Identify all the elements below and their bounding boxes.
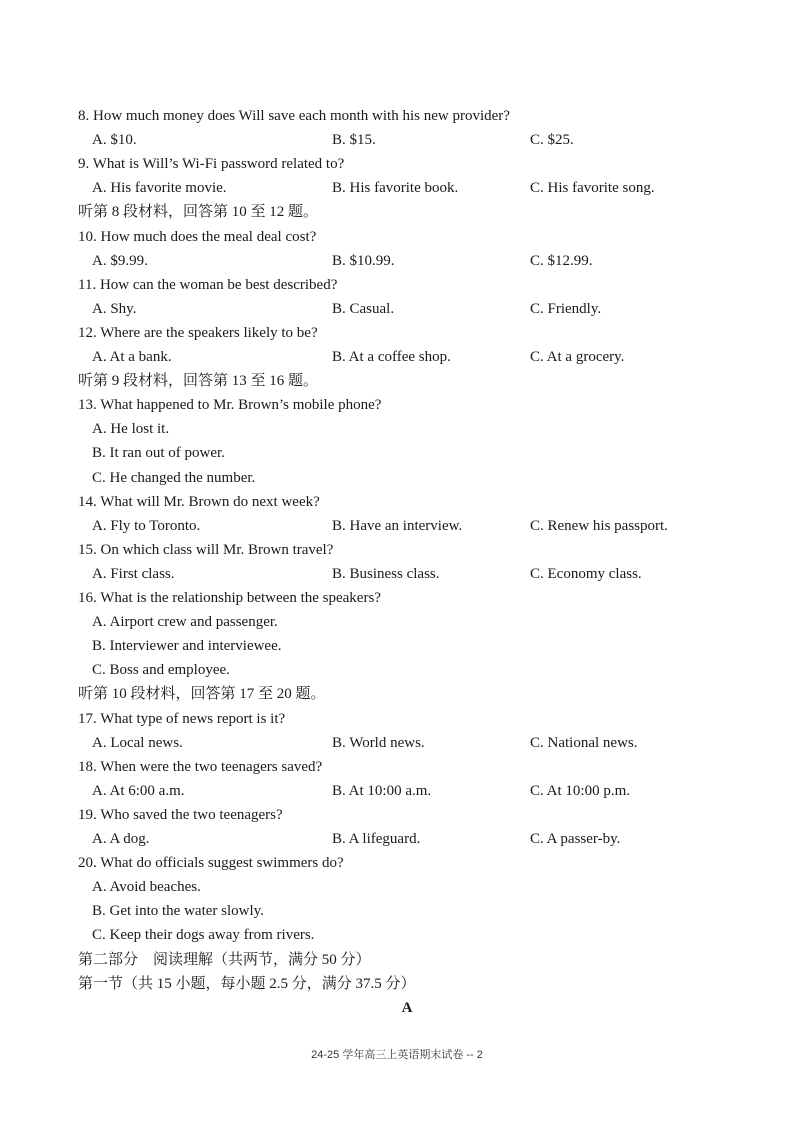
line-7 xyxy=(0,249,794,273)
line-2 xyxy=(0,128,794,152)
option-text: A. Airport crew and passenger. xyxy=(92,614,278,631)
line-12 xyxy=(0,369,794,393)
line-14 xyxy=(0,417,794,441)
question-text: 19. Who saved the two teenagers? xyxy=(78,806,283,823)
line-20 xyxy=(0,562,794,586)
line-29 xyxy=(0,779,794,803)
option-text: C. Boss and employee. xyxy=(92,662,230,679)
question-text: 10. How much does the meal deal cost? xyxy=(78,228,317,245)
option-b: B. At a coffee shop. xyxy=(332,349,451,365)
line-11 xyxy=(0,345,794,369)
option-text: B. Get into the water slowly. xyxy=(92,903,264,920)
option-b: B. Have an interview. xyxy=(332,517,463,534)
option-c: C. $25. xyxy=(530,132,574,149)
option-c: C. His favorite song. xyxy=(530,180,655,197)
line-3 xyxy=(0,152,794,176)
line-22 xyxy=(0,610,794,634)
line-10 xyxy=(0,321,794,345)
line-16 xyxy=(0,466,794,490)
option-b: B. World news. xyxy=(332,734,425,751)
question-text: 20. What do officials suggest swimmers do? xyxy=(78,855,344,872)
option-a: A. A dog. xyxy=(92,831,150,847)
line-28 xyxy=(0,755,794,779)
line-25 xyxy=(0,682,794,706)
question-text: 9. What is Will’s Wi-Fi password related to? xyxy=(78,156,345,173)
option-a: A. $9.99. xyxy=(92,252,148,269)
line-34 xyxy=(0,899,794,923)
option-c: C. A passer-by. xyxy=(530,831,621,847)
line-35 xyxy=(0,923,794,947)
line-27 xyxy=(0,731,794,755)
line-5 xyxy=(0,200,794,224)
option-b: B. Business class. xyxy=(332,565,440,582)
question-text: 11. How can the woman be best described? xyxy=(78,276,338,293)
option-text: B. It ran out of power. xyxy=(92,445,225,462)
option-b: B. Casual. xyxy=(332,300,395,317)
option-c: C. National news. xyxy=(530,734,638,751)
line-26 xyxy=(0,707,794,731)
section-heading: 听第 8 段材料，回答第 10 至 12 题。 xyxy=(78,204,319,221)
line-15 xyxy=(0,441,794,465)
line-30 xyxy=(0,803,794,827)
question-text: 15. On which class will Mr. Brown travel? xyxy=(78,541,334,558)
section-heading: 听第 9 段材料，回答第 13 至 16 题。 xyxy=(78,373,319,390)
option-c: C. At a grocery. xyxy=(530,349,625,365)
option-text: A. He lost it. xyxy=(92,421,170,438)
line-37 xyxy=(0,972,794,996)
question-text: 12. Where are the speakers likely to be? xyxy=(78,324,318,341)
line-21 xyxy=(0,586,794,610)
line-17 xyxy=(0,490,794,514)
option-a: A. Fly to Toronto. xyxy=(92,517,201,534)
option-a: A. Local news. xyxy=(92,734,183,751)
question-text: 17. What type of news report is it? xyxy=(78,710,286,727)
line-36 xyxy=(0,948,794,972)
line-1 xyxy=(0,104,794,128)
option-c: C. Friendly. xyxy=(530,300,602,317)
option-b: B. $10.99. xyxy=(332,252,395,269)
option-c: C. $12.99. xyxy=(530,252,593,269)
line-32 xyxy=(0,851,794,875)
option-c: C. Renew his passport. xyxy=(530,517,668,534)
option-text: A. Avoid beaches. xyxy=(92,879,201,896)
line-31 xyxy=(0,827,794,851)
option-a: A. His favorite movie. xyxy=(92,180,227,197)
question-text: 18. When were the two teenagers saved? xyxy=(78,758,323,775)
question-text: 8. How much money does Will save each month with his new provider? xyxy=(78,108,510,124)
option-c: C. Economy class. xyxy=(530,565,642,582)
option-text: C. He changed the number. xyxy=(92,469,256,486)
line-24 xyxy=(0,658,794,682)
option-a: A. At 6:00 a.m. xyxy=(92,782,185,799)
option-a: A. $10. xyxy=(92,132,137,149)
option-c: C. At 10:00 p.m. xyxy=(530,782,631,799)
line-6 xyxy=(0,225,794,249)
line-9 xyxy=(0,297,794,321)
line-4 xyxy=(0,176,794,200)
option-text: C. Keep their dogs away from rivers. xyxy=(92,927,315,944)
option-b: B. At 10:00 a.m. xyxy=(332,782,432,799)
line-19 xyxy=(0,538,794,562)
line-33 xyxy=(0,875,794,899)
line-23 xyxy=(0,634,794,658)
section-heading: 第二部分 阅读理解（共两节，满分 50 分） xyxy=(78,951,371,968)
line-38 xyxy=(0,996,794,1020)
line-18 xyxy=(0,514,794,538)
option-a: A. Shy. xyxy=(92,300,137,317)
option-text: B. Interviewer and interviewee. xyxy=(92,638,282,655)
question-text: 13. What happened to Mr. Brown’s mobile phone? xyxy=(78,397,382,414)
question-text: 14. What will Mr. Brown do next week? xyxy=(78,493,320,510)
option-b: B. $15. xyxy=(332,132,376,149)
section-heading: 听第 10 段材料，回答第 17 至 20 题。 xyxy=(78,686,326,703)
passage-label: A xyxy=(401,999,413,1016)
option-b: B. His favorite book. xyxy=(332,180,459,197)
option-b: B. A lifeguard. xyxy=(332,831,421,847)
section-heading: 第一节（共 15 小题，每小题 2.5 分，满分 37.5 分） xyxy=(78,975,416,992)
option-a: A. At a bank. xyxy=(92,349,172,365)
line-8 xyxy=(0,273,794,297)
line-13 xyxy=(0,393,794,417)
option-a: A. First class. xyxy=(92,565,175,582)
question-text: 16. What is the relationship between the speakers? xyxy=(78,590,381,606)
page-footer: 24-25 学年高三上英语期末试卷 -- 2 xyxy=(311,1049,483,1061)
